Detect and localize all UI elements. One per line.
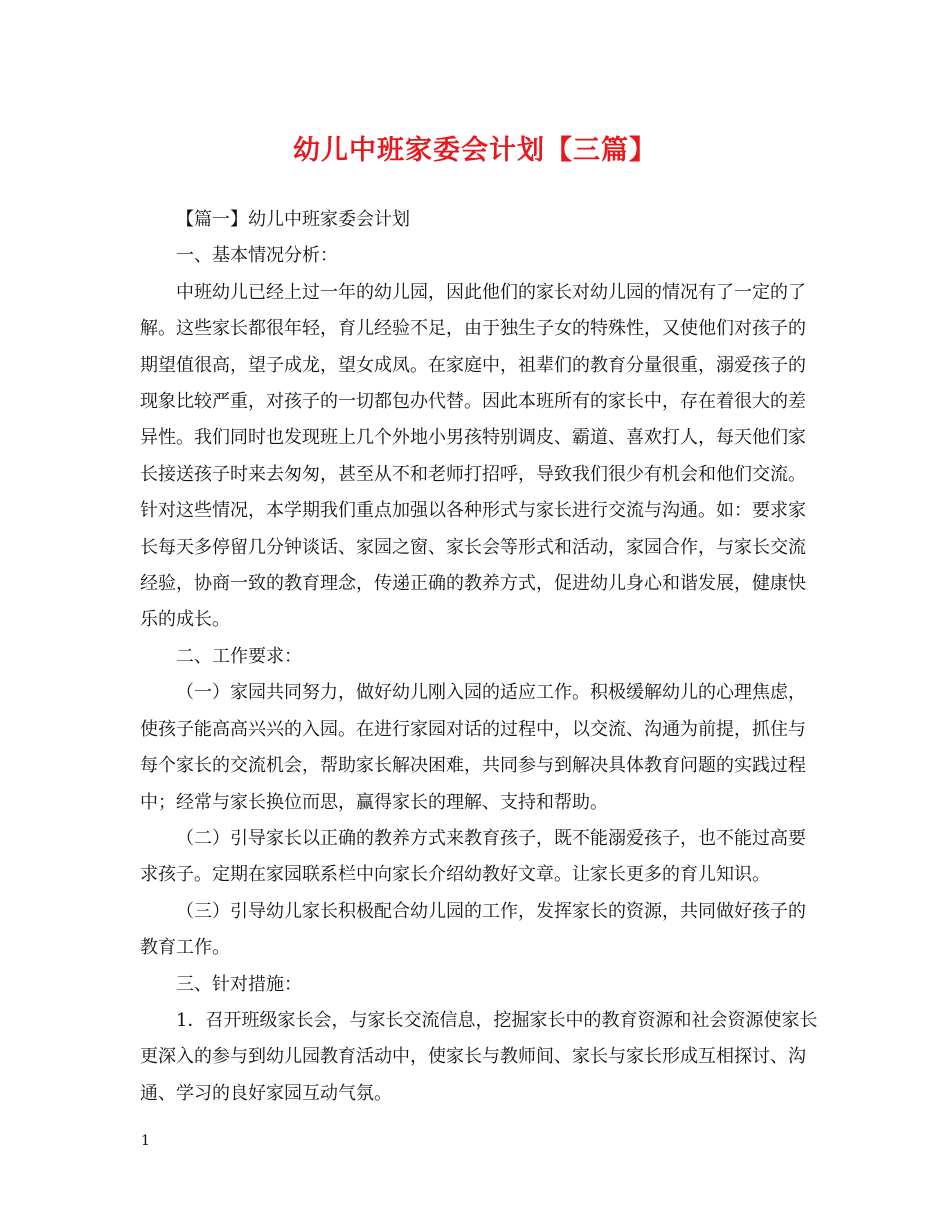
body-paragraph: 1．召开班级家长会，与家长交流信息，挖掘家长中的教育资源和社会资源使家长更深入的参与到幼儿园教育活动中，使家长与教师间、家长与家长形成互相探讨、沟通、学习的良好家园互动气氛。: [140, 1009, 818, 1104]
page-number: 1: [141, 1133, 150, 1149]
body-paragraph: （三）引导幼儿家长积极配合幼儿园的工作，发挥家长的资源，共同做好孩子的教育工作。: [140, 900, 806, 959]
body-paragraph: 中班幼儿已经上过一年的幼儿园，因此他们的家长对幼儿园的情况有了一定的了解。这些家长都很年轻，育儿经验不足，由于独生子女的特殊性，又使他们对孩子的期望值很高，望子成龙，望女成凤。在家庭中，祖辈们的教育分量很重，溺爱孩子的现象比较严重，对孩子的一切都包办代替。因此本班所有的家长中，存在着很大的差异性。我们同时也发现班上几个外地小男孩特别调皮、霸道、喜欢打人，每天他们家长接送孩子时来去匆匆，甚至从不和老师打招呼，导致我们很少有机会和他们交流。针对这些情况，本学期我们重点加强以各种形式与家长进行交流与沟通。如：要求家长每天多停留几分钟谈话、家园之窗、家长会等形式和活动，家园合作，与家长交流经验，协商一致的教育理念，传递正确的教养方式，促进幼儿身心和谐发展，健康快乐的成长。: [140, 281, 806, 631]
document-body: [140, 202, 820, 1112]
body-paragraph: （二）引导家长以正确的教养方式来教育孩子，既不能溺爱孩子，也不能过高要求孩子。定期在家园联系栏中向家长介绍幼教好文章。让家长更多的育儿知识。: [140, 827, 806, 886]
subsection-heading: 二、工作要求：: [176, 645, 302, 667]
document-title: 幼儿中班家委会计划【三篇】: [293, 135, 657, 166]
subsection-heading: 一、基本情况分析：: [176, 245, 338, 267]
subsection-heading: 三、针对措施：: [176, 973, 302, 995]
body-paragraph: （一）家园共同努力，做好幼儿刚入园的适应工作。积极缓解幼儿的心理焦虑，使孩子能高高兴兴的入园。在进行家园对话的过程中，以交流、沟通为前提，抓住与每个家长的交流机会，帮助家长解决困难，共同参与到解决具体教育问题的实践过程中；经常与家长换位而思，赢得家长的理解、支持和帮助。: [140, 682, 806, 813]
section-heading: 【篇一】幼儿中班家委会计划: [176, 209, 410, 230]
